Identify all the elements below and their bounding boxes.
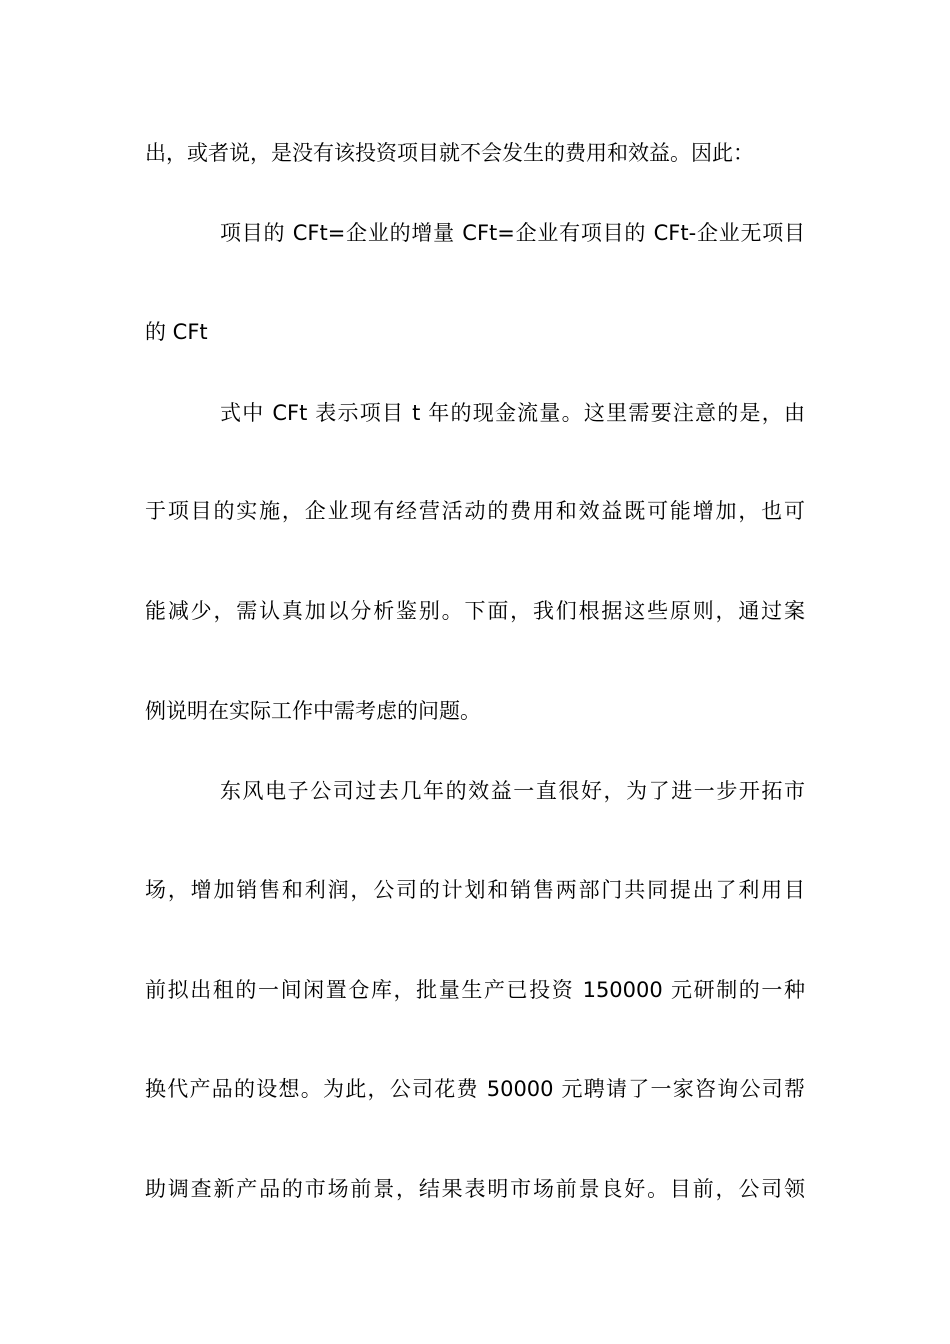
text-line-11: 换代产品的设想。为此，公司花费 50000 元聘请了一家咨询公司帮: [145, 1077, 805, 1101]
text-line-9: 场，增加销售和利润，公司的计划和销售两部门共同提出了利用目: [145, 878, 805, 902]
text-line-8: 东风电子公司过去几年的效益一直很好，为了进一步开拓市: [220, 779, 805, 803]
text-line-1: 出，或者说，是没有该投资项目就不会发生的费用和效益。因此：: [145, 141, 754, 165]
text-line-7: 例说明在实际工作中需考虑的问题。: [145, 699, 481, 723]
text-line-5: 于项目的实施，企业现有经营活动的费用和效益既可能增加，也可: [145, 499, 805, 523]
formula-line-1: 项目的 CFt=企业的增量 CFt=企业有项目的 CFt-企业无项目: [220, 221, 805, 245]
text-line-12: 助调查新产品的市场前景，结果表明市场前景良好。目前，公司领: [145, 1177, 805, 1201]
text-line-6: 能减少，需认真加以分析鉴别。下面，我们根据这些原则，通过案: [145, 599, 805, 623]
text-line-10: 前拟出租的一间闲置仓库，批量生产已投资 150000 元研制的一种: [145, 978, 805, 1002]
formula-line-2: 的 CFt: [145, 320, 208, 344]
text-line-4: 式中 CFt 表示项目 t 年的现金流量。这里需要注意的是，由: [220, 401, 805, 425]
